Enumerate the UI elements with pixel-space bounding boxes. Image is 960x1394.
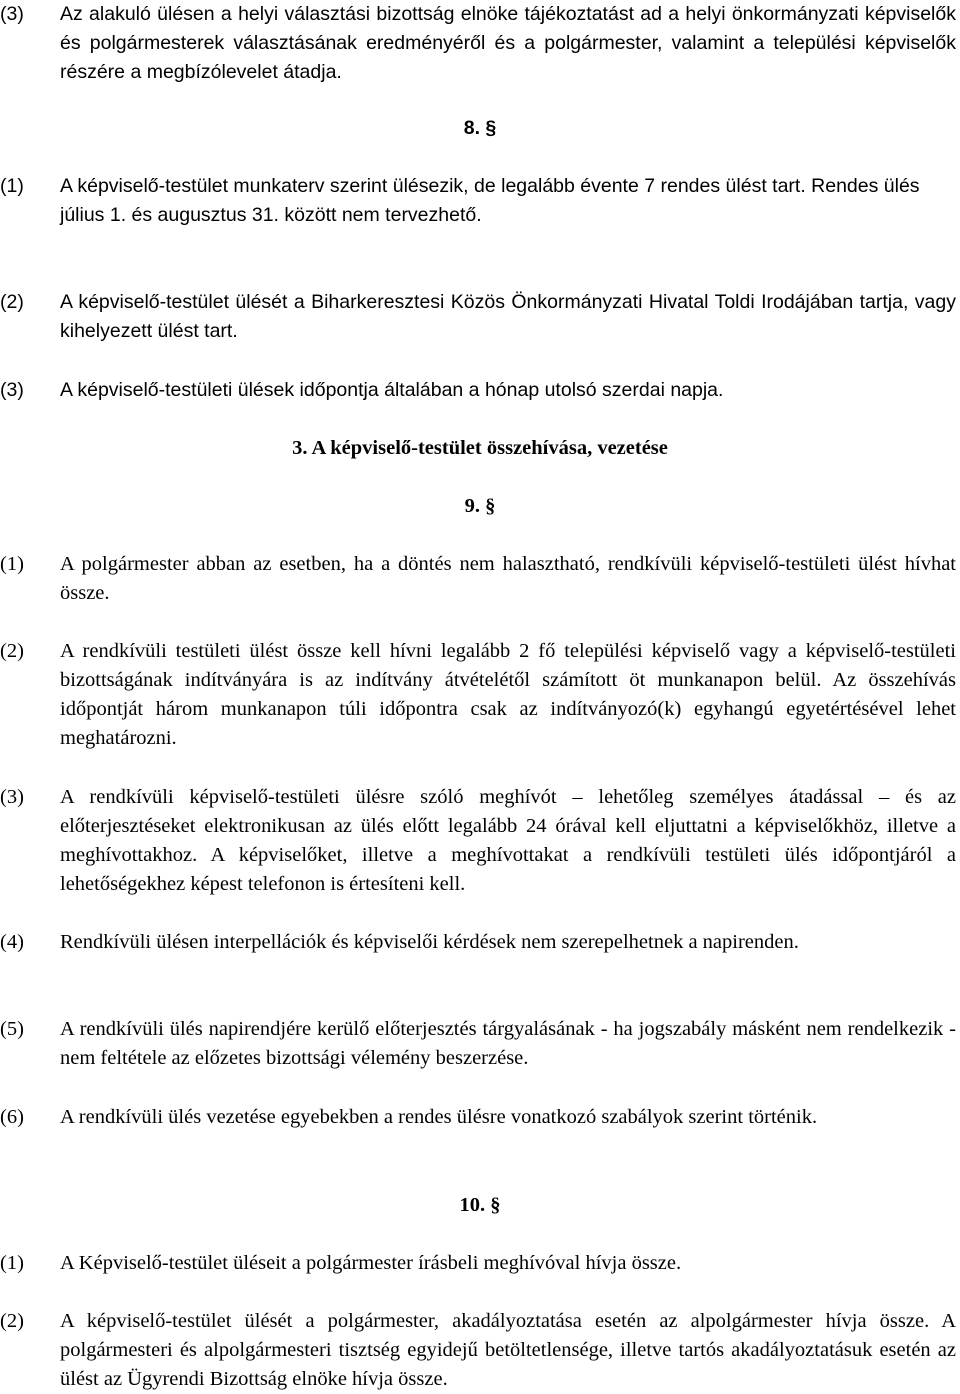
section-heading-9: 9. § (464, 495, 496, 517)
paragraph-text: A rendkívüli képviselő-testületi ülésre szóló meghívót – lehetőleg személyes átadással – és az előterjesztéseket elektronikusan az ülés előtt legalább 24 órával kell eljuttatni a képviselőkhöz, illetve a meghívottakhoz. A képviselőket, illetve a meghívottakat a rendkívüli testületi ülés időpontjáról a lehetőségekhez képest telefonon is értesíteni kell. (60, 786, 956, 895)
paragraph-text: A polgármester abban az esetben, ha a döntés nem halasztható, rendkívüli képviselő-testületi ülést hívhat össze. (60, 553, 956, 604)
chapter-heading: 3. A képviselő-testület összehívása, vezetése (292, 437, 668, 459)
paragraph-number: (3) (0, 3, 24, 25)
paragraph-9-4 (0, 928, 956, 957)
paragraph-number: (1) (0, 175, 24, 197)
paragraph-9-1 (0, 550, 956, 608)
paragraph-text: A rendkívüli ülés napirendjére kerülő előterjesztés tárgyalásának - ha jogszabály másként nem rendelkezik - nem feltétele az előzetes bizottsági vélemény beszerzése. (60, 1018, 956, 1069)
section-heading-10: 10. § (459, 1194, 501, 1216)
paragraph-number: (3) (0, 786, 24, 808)
paragraph-7-3 (0, 0, 956, 87)
paragraph-text: Az alakuló ülésen a helyi választási bizottság elnöke tájékoztatást ad a helyi önkormányzati képviselők és polgármesterek választásának eredményéről és a polgármester, valamint a települési képviselők részére a megbízólevelet átadja. (60, 3, 956, 83)
paragraph-number: (2) (0, 640, 24, 662)
paragraph-number: (1) (0, 553, 24, 575)
paragraph-9-5 (0, 1015, 956, 1073)
paragraph-8-1 (0, 172, 956, 230)
paragraph-9-6 (0, 1103, 956, 1132)
paragraph-number: (5) (0, 1018, 24, 1040)
paragraph-10-2 (0, 1307, 956, 1394)
paragraph-10-1 (0, 1249, 956, 1278)
paragraph-8-3 (0, 376, 956, 405)
paragraph-text: Rendkívüli ülésen interpellációk és képviselői kérdések nem szerepelhetnek a napirenden. (60, 931, 799, 953)
paragraph-number: (1) (0, 1252, 24, 1274)
paragraph-number: (4) (0, 931, 24, 953)
paragraph-text: A képviselő-testület ülését a Biharkeresztesi Közös Önkormányzati Hivatal Toldi Irodájában tartja, vagy kihelyezett ülést tart. (60, 291, 956, 342)
paragraph-number: (6) (0, 1106, 24, 1128)
paragraph-8-2 (0, 288, 956, 346)
paragraph-number: (2) (0, 291, 24, 313)
paragraph-number: (3) (0, 379, 24, 401)
paragraph-text: A képviselő-testület ülését a polgármester, akadályoztatása esetén az alpolgármester hívja össze. A polgármesteri és alpolgármesteri tisztség egyidejű betöltetlensége, illetve tartós akadályoztatásuk esetén az ülést az Ügyrendi Bizottság elnöke hívja össze. (60, 1310, 956, 1390)
paragraph-text: A rendkívüli testületi ülést össze kell hívni legalább 2 fő települési képviselő vagy a képviselő-testületi bizottságának indítványára is az indítvány átvételétől számított öt munkanapon belül. Az összehívás időpontját három munkanapon túli időpontra csak az indítványozó(k) egyhangú egyetértésével lehet meghatározni. (60, 640, 956, 749)
paragraph-9-2 (0, 637, 956, 753)
paragraph-9-3 (0, 783, 956, 899)
paragraph-text: A Képviselő-testület üléseit a polgármester írásbeli meghívóval hívja össze. (60, 1252, 682, 1274)
paragraph-text: A képviselő-testületi ülések időpontja általában a hónap utolsó szerdai napja. (60, 379, 724, 401)
section-heading-8: 8. § (463, 117, 497, 139)
paragraph-text: A rendkívüli ülés vezetése egyebekben a rendes ülésre vonatkozó szabályok szerint történik. (60, 1106, 818, 1128)
paragraph-number: (2) (0, 1310, 24, 1332)
paragraph-text: A képviselő-testület munkaterv szerint ülésezik, de legalább évente 7 rendes ülést tart. Rendes ülés július 1. és augusztus 31. között nem tervezhető. (60, 175, 920, 226)
